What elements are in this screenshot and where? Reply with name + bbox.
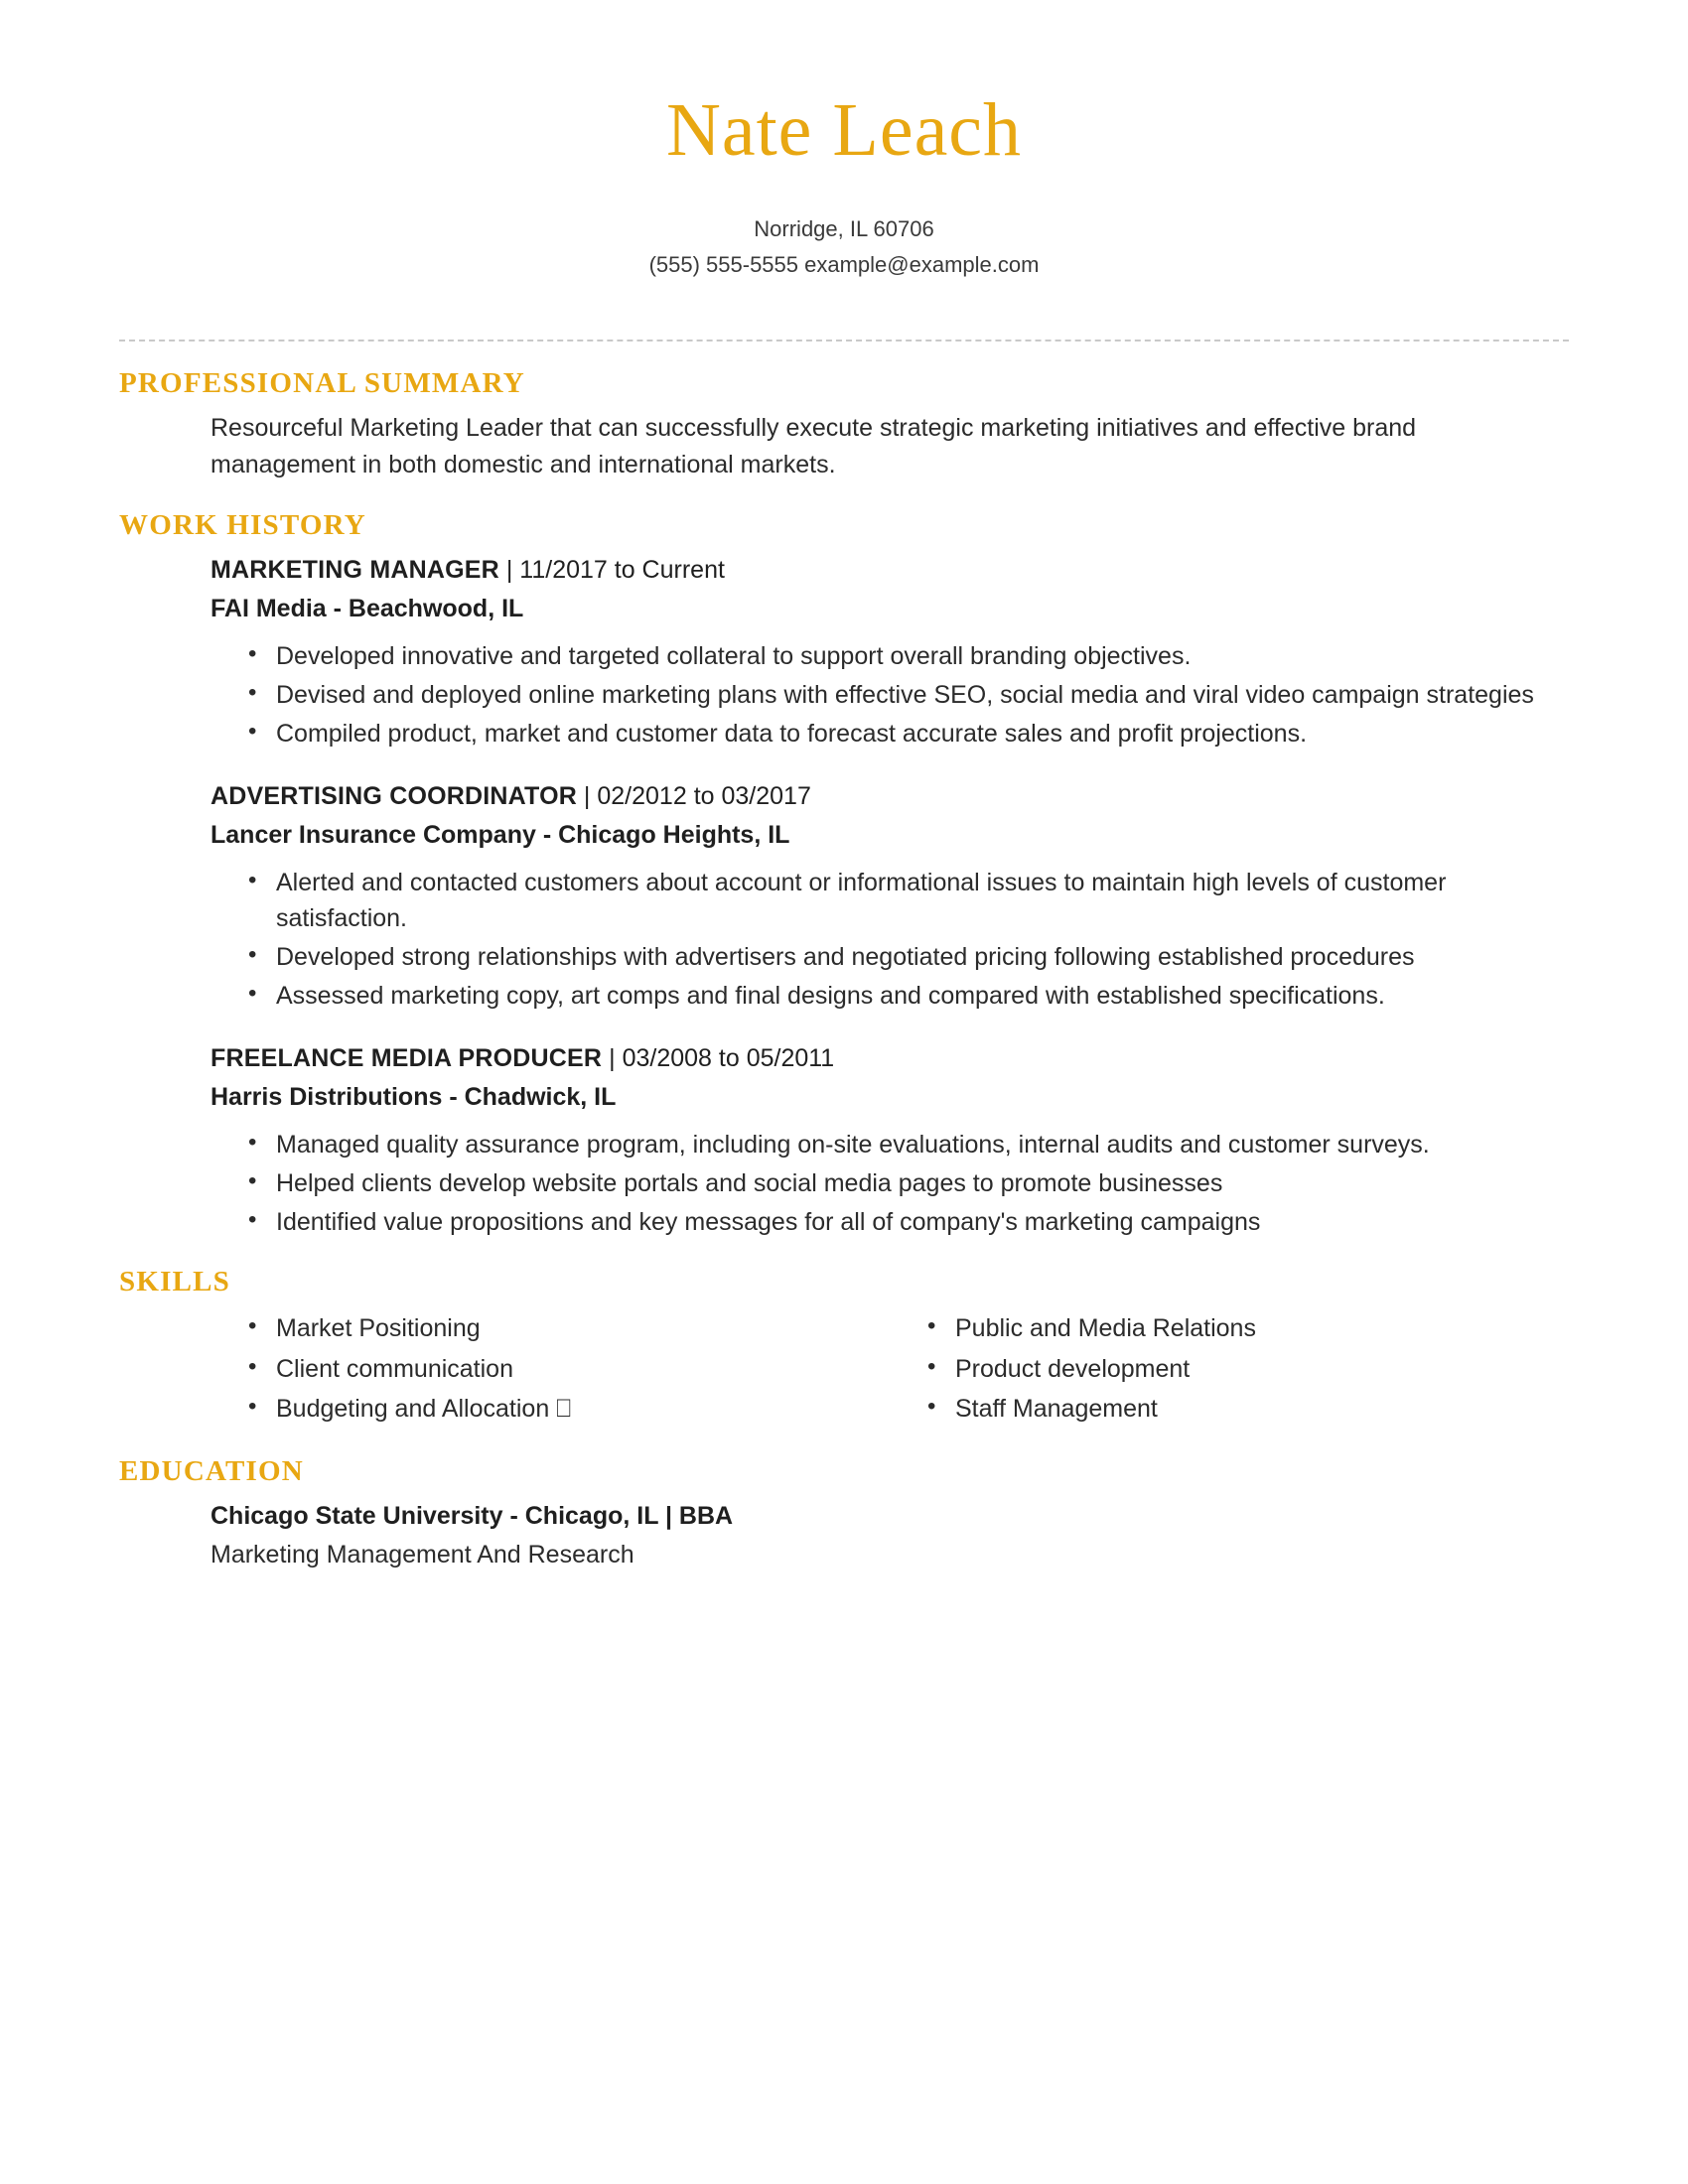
job-entry bbox=[211, 778, 1569, 1015]
section-skills bbox=[119, 1266, 1569, 1430]
skills-column-left bbox=[211, 1308, 890, 1430]
job-entry bbox=[211, 552, 1569, 752]
skills-column-right bbox=[890, 1308, 1569, 1430]
contact-block bbox=[119, 212, 1569, 282]
job-separator: | bbox=[505, 555, 513, 584]
contact-phone-email: (555) 555-5555 example@example.com bbox=[648, 251, 1040, 277]
education-school: Chicago State University - Chicago, IL | BBA bbox=[211, 1501, 734, 1530]
job-company: FAI Media - Beachwood, IL bbox=[211, 595, 524, 623]
list-item: • Helped clients develop website portals and social media pages to promote businesses bbox=[242, 1165, 1567, 1201]
job-separator: | bbox=[583, 781, 591, 810]
skills-body bbox=[119, 1308, 1569, 1430]
job-title: ADVERTISING COORDINATOR bbox=[211, 781, 577, 810]
job-bullets bbox=[211, 1127, 1569, 1241]
job-company: Harris Distributions - Chadwick, IL bbox=[211, 1083, 617, 1112]
education-body bbox=[119, 1498, 1569, 1574]
job-dates: 03/2008 to 05/2011 bbox=[622, 1043, 835, 1072]
section-title-work-history: WORK HISTORY bbox=[119, 508, 366, 541]
list-item: • Compiled product, market and customer data to forecast accurate sales and profit projections. bbox=[242, 716, 1567, 751]
section-title-skills: SKILLS bbox=[119, 1266, 230, 1298]
list-item: • Identified value propositions and key messages for all of company's marketing campaigns bbox=[242, 1204, 1567, 1240]
job-separator: | bbox=[609, 1043, 616, 1072]
list-item: • Budgeting and Allocation ⎕ bbox=[242, 1389, 890, 1430]
work-history-body bbox=[119, 552, 1569, 1241]
list-item: • Developed innovative and targeted collateral to support overall branding objectives. bbox=[242, 638, 1567, 674]
section-title-education: EDUCATION bbox=[119, 1454, 304, 1487]
section-professional-summary bbox=[119, 367, 1569, 483]
section-education bbox=[119, 1455, 1569, 1574]
job-heading bbox=[211, 1040, 1569, 1078]
list-item: • Devised and deployed online marketing plans with effective SEO, social media and viral video campaign strategies bbox=[242, 677, 1567, 713]
education-program: Marketing Management And Research bbox=[211, 1541, 634, 1570]
list-item: • Public and Media Relations bbox=[921, 1308, 1569, 1349]
job-bullets bbox=[211, 638, 1569, 752]
job-bullets bbox=[211, 865, 1569, 1015]
list-item: • Staff Management bbox=[921, 1389, 1569, 1430]
list-item: • Product development bbox=[921, 1349, 1569, 1390]
page-title: Nate Leach bbox=[665, 88, 1023, 172]
summary-body bbox=[119, 410, 1569, 483]
job-heading bbox=[211, 552, 1569, 590]
list-item: • Market Positioning bbox=[242, 1308, 890, 1349]
list-item: • Developed strong relationships with advertisers and negotiated pricing following established procedures bbox=[242, 939, 1567, 975]
job-company: Lancer Insurance Company - Chicago Heights, IL bbox=[211, 821, 790, 850]
list-item: • Client communication bbox=[242, 1349, 890, 1390]
job-dates: 11/2017 to Current bbox=[519, 555, 725, 584]
job-entry bbox=[211, 1040, 1569, 1241]
header-divider bbox=[119, 340, 1569, 341]
list-item: • Managed quality assurance program, including on-site evaluations, internal audits and customer surveys. bbox=[242, 1127, 1567, 1162]
job-title: MARKETING MANAGER bbox=[211, 555, 499, 584]
contact-location: Norridge, IL 60706 bbox=[754, 215, 934, 241]
job-dates: 02/2012 to 03/2017 bbox=[597, 781, 811, 810]
summary-text: Resourceful Marketing Leader that can successfully execute strategic marketing initiatives and effective brand management in both domestic and international markets. bbox=[211, 413, 1417, 478]
job-title: FREELANCE MEDIA PRODUCER bbox=[211, 1043, 603, 1072]
job-heading bbox=[211, 778, 1569, 816]
section-work-history bbox=[119, 509, 1569, 1241]
list-item: • Alerted and contacted customers about account or informational issues to maintain high levels of customer satisfaction. bbox=[242, 865, 1567, 937]
section-title-summary: PROFESSIONAL SUMMARY bbox=[119, 366, 525, 399]
list-item: • Assessed marketing copy, art comps and final designs and compared with established specifications. bbox=[242, 978, 1567, 1014]
